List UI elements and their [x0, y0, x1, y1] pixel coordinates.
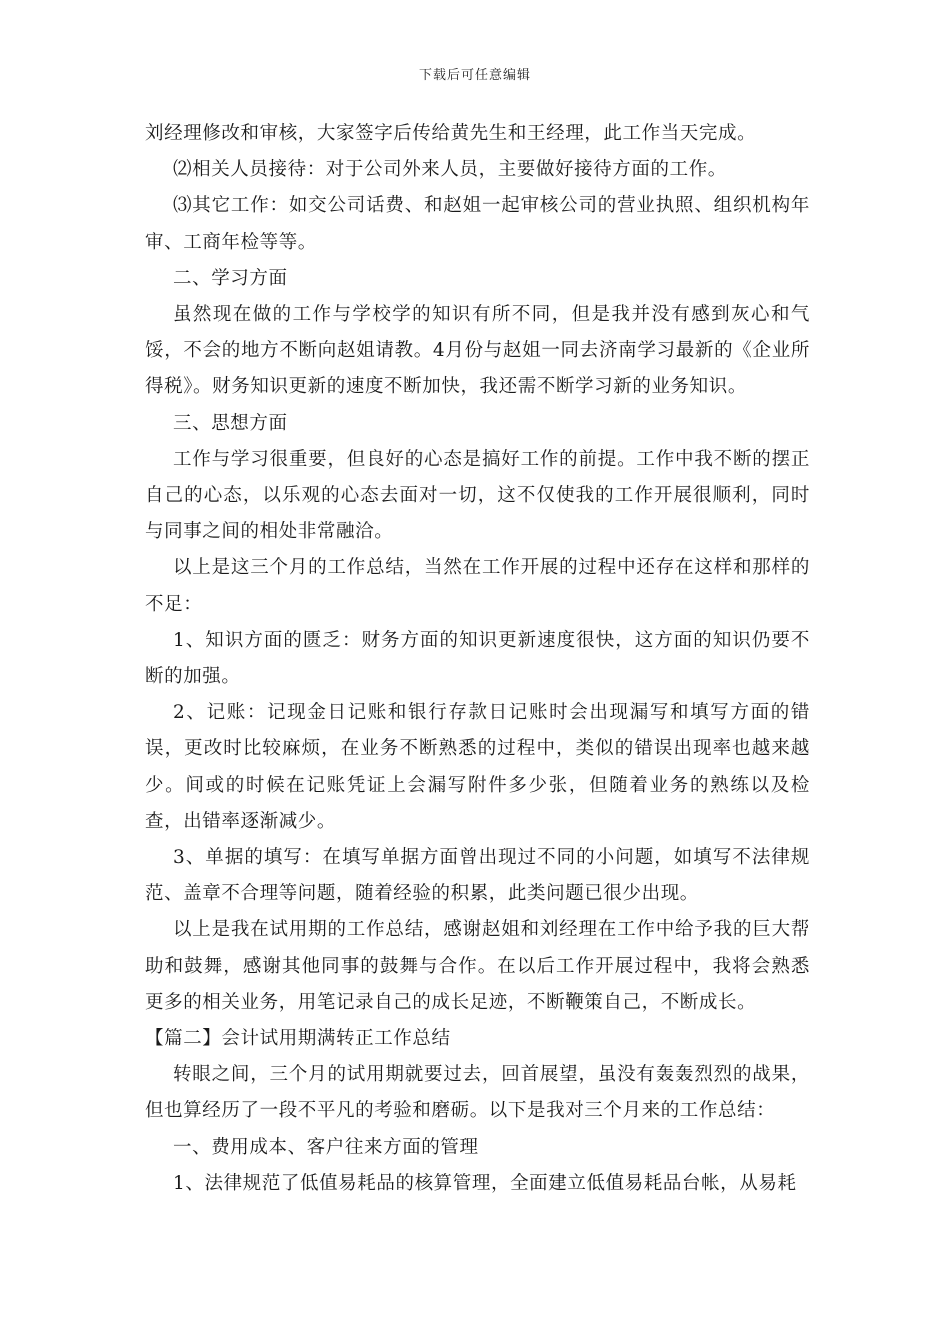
document-body	[145, 116, 810, 1202]
section-heading-thought: 三、思想方面	[173, 412, 288, 434]
paragraph-3: ⑶其它工作：如交公司话费、和赵姐一起审核公司的营业执照、组织机构年审、工商年检等等。	[145, 195, 810, 253]
paragraph-2: ⑵相关人员接待：对于公司外来人员，主要做好接待方面的工作。	[173, 159, 727, 181]
article-title-part-two: 【篇二】会计试用期满转正工作总结	[145, 1028, 451, 1050]
paragraph-16: 1、法律规范了低值易耗品的核算管理，全面建立低值易耗品台帐，从易耗	[173, 1172, 797, 1194]
paragraph-11: 3、单据的填写：在填写单据方面曾出现过不同的小问题，如填写不法律规范、盖章不合理等问题，随着经验的积累，此类问题已很少出现。	[145, 847, 810, 905]
paragraph-12: 以上是我在试用期的工作总结，感谢赵姐和刘经理在工作中给予我的巨大帮助和鼓舞，感谢其他同事的鼓舞与合作。在以后工作开展过程中，我将会熟悉更多的相关业务，用笔记录自己的成长足迹，不断鞭策自己，不断成长。	[145, 919, 810, 1013]
section-heading-study: 二、学习方面	[173, 267, 288, 289]
paragraph-1: 刘经理修改和审核，大家签字后传给黄先生和王经理，此工作当天完成。	[145, 123, 757, 144]
paragraph-10: 2、记账：记现金日记账和银行存款日记账时会出现漏写和填写方面的错误，更改时比较麻烦，在业务不断熟悉的过程中，类似的错误出现率也越来越少。间或的时候在记账凭证上会漏写附件多少张，但随着业务的熟练以及检查，出错率逐渐减少。	[145, 702, 810, 832]
paragraph-8: 以上是这三个月的工作总结，当然在工作开展的过程中还存在这样和那样的不足：	[145, 557, 810, 615]
paragraph-14: 转眼之间，三个月的试用期就要过去，回首展望，虽没有轰轰烈烈的战果，但也算经历了一段不平凡的考验和磨砺。以下是我对三个月来的工作总结：	[145, 1064, 810, 1122]
paragraph-7: 工作与学习很重要，但良好的心态是搞好工作的前提。工作中我不断的摆正自己的心态，以乐观的心态去面对一切，这不仅使我的工作开展很顺利，同时与同事之间的相处非常融洽。	[145, 448, 810, 543]
page-header-note: 下载后可任意编辑	[418, 68, 531, 83]
paragraph-9: 1、知识方面的匮乏：财务方面的知识更新速度很快，这方面的知识仍要不断的加强。	[145, 629, 810, 688]
section-heading-cost: 一、费用成本、客户往来方面的管理	[173, 1136, 479, 1158]
paragraph-5: 虽然现在做的工作与学校学的知识有所不同，但是我并没有感到灰心和气馁，不会的地方不断向赵姐请教。4月份与赵姐一同去济南学习最新的《企业所得税》。财务知识更新的速度不断加快，我还需不断学习新的业务知识。	[145, 304, 810, 398]
